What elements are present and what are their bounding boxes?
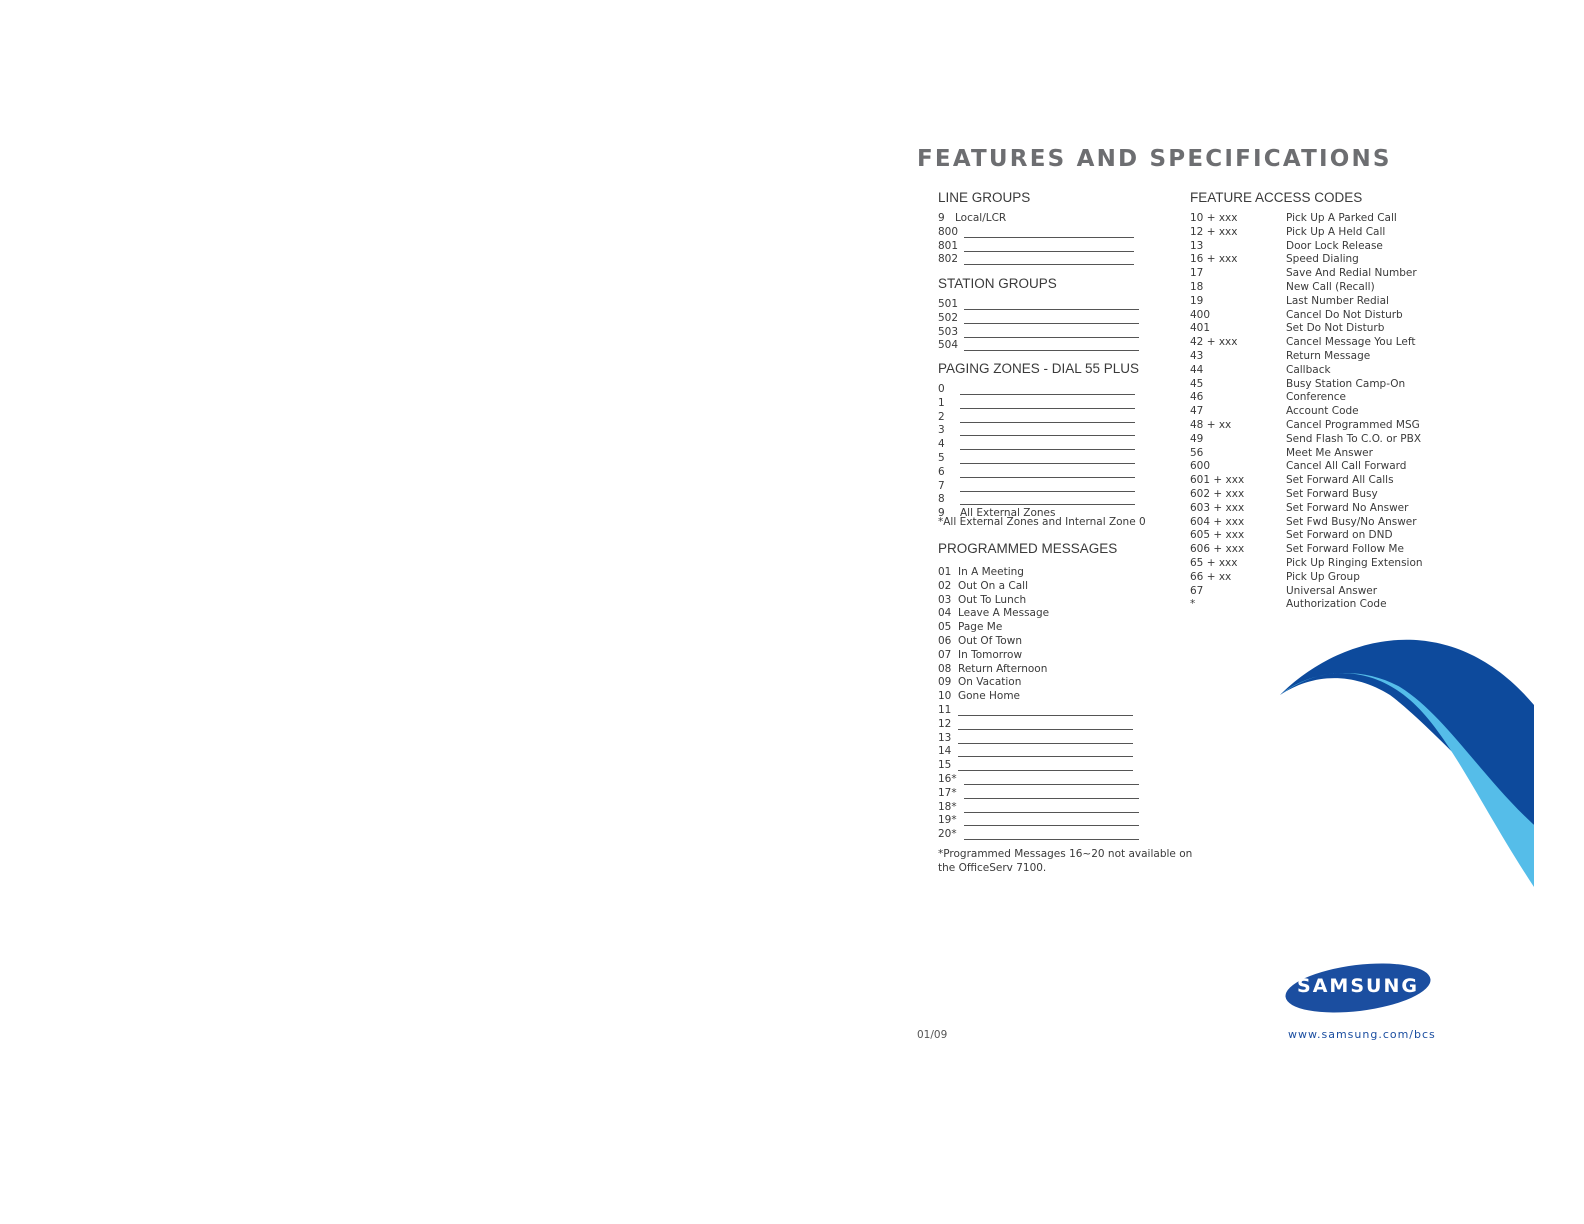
programmed-message-number: 09: [938, 676, 952, 689]
programmed-message-row: [938, 606, 1158, 620]
feature-code-row: [1190, 280, 1430, 294]
station-group-number: 503: [938, 325, 959, 338]
programmed-message-text: Leave A Message: [958, 607, 1050, 620]
programmed-message-number: 04: [938, 607, 952, 620]
programmed-message-number: 19*: [938, 814, 957, 827]
feature-description: Account Code: [1286, 405, 1359, 418]
feature-code: 400: [1190, 308, 1211, 321]
paging-zone-number: 0: [938, 383, 945, 395]
feature-code-row: [1190, 211, 1430, 225]
feature-description: Busy Station Camp-On: [1286, 377, 1406, 390]
feature-code: 67: [1190, 584, 1204, 597]
programmed-message-number: 12: [938, 717, 952, 730]
feature-code: 603 + xxx: [1190, 501, 1245, 514]
feature-code: 45: [1190, 377, 1204, 390]
feature-description: Save And Redial Number: [1286, 267, 1417, 280]
line-group-row: [938, 239, 1158, 253]
feature-code-row: [1190, 252, 1430, 266]
feature-description: Door Lock Release: [1286, 239, 1383, 252]
feature-code-row: [1190, 584, 1430, 598]
programmed-message-row: [938, 662, 1158, 676]
feature-code: 12 + xxx: [1190, 225, 1238, 238]
programmed-message-number: 13: [938, 731, 952, 744]
programmed-message-text: Out To Lunch: [958, 593, 1027, 606]
line-group-number: 802: [938, 253, 959, 266]
programmed-message-number: 05: [938, 621, 952, 634]
feature-description: Cancel All Call Forward: [1286, 460, 1407, 473]
feature-code: 606 + xxx: [1190, 543, 1245, 556]
programmed-message-row: [938, 675, 1158, 689]
feature-description: Set Forward Follow Me: [1286, 543, 1404, 556]
programmed-message-row: [938, 772, 1158, 786]
feature-code: 44: [1190, 363, 1204, 376]
feature-code: 17: [1190, 267, 1204, 280]
feature-code-row: [1190, 473, 1430, 487]
feature-description: New Call (Recall): [1286, 281, 1375, 293]
paging-zone-number: 7: [938, 479, 945, 492]
feature-code-row: [1190, 294, 1430, 308]
station-group-row: [938, 311, 1158, 325]
paging-zone-row: [938, 396, 1158, 410]
station-group-row: [938, 338, 1158, 352]
feature-code: 66 + xx: [1190, 570, 1232, 583]
programmed-messages-heading: PROGRAMMED MESSAGES: [938, 541, 1118, 556]
feature-description: Callback: [1286, 363, 1331, 376]
feature-description: Pick Up Group: [1286, 570, 1360, 583]
feature-code-row: [1190, 418, 1430, 432]
programmed-message-row: [938, 579, 1158, 593]
station-group-number: 501: [938, 298, 959, 310]
station-group-number: 504: [938, 339, 959, 352]
feature-description: Cancel Do Not Disturb: [1286, 308, 1403, 321]
programmed-message-number: 18*: [938, 800, 957, 813]
feature-code: 601 + xxx: [1190, 474, 1245, 487]
feature-code: *: [1190, 598, 1196, 611]
paging-zone-row: [938, 423, 1158, 437]
programmed-messages-note-1: *Programmed Messages 16~20 not available on: [938, 848, 1193, 860]
feature-code-row: [1190, 501, 1430, 515]
paging-zone-number: 5: [938, 452, 945, 464]
programmed-message-text: Return Afternoon: [958, 662, 1048, 675]
station-group-row: [938, 297, 1158, 311]
feature-code-row: [1190, 515, 1430, 529]
programmed-message-row: [938, 758, 1158, 772]
feature-code-row: [1190, 363, 1430, 377]
programmed-message-text: In A Meeting: [958, 566, 1024, 578]
line-group-row: [938, 252, 1158, 266]
programmed-message-row: [938, 731, 1158, 745]
programmed-message-number: 15: [938, 759, 952, 772]
paging-zone-row: [938, 437, 1158, 451]
feature-description: Set Do Not Disturb: [1286, 322, 1385, 335]
programmed-message-number: 14: [938, 745, 952, 758]
paging-zone-number: 3: [938, 424, 945, 437]
paging-zone-number: 4: [938, 438, 945, 451]
feature-code-row: [1190, 459, 1430, 473]
feature-code-row: [1190, 266, 1430, 280]
feature-description: Cancel Programmed MSG: [1286, 419, 1420, 431]
feature-code: 42 + xxx: [1190, 336, 1238, 349]
paging-zone-row: [938, 492, 1158, 506]
programmed-message-row: [938, 620, 1158, 634]
feature-description: Meet Me Answer: [1286, 446, 1373, 459]
feature-code: 10 + xxx: [1190, 212, 1238, 224]
programmed-message-number: 10: [938, 690, 952, 703]
paging-zones-heading: PAGING ZONES - DIAL 55 PLUS: [938, 361, 1140, 376]
feature-description: Set Forward Busy: [1286, 488, 1378, 500]
programmed-message-text: Out Of Town: [958, 635, 1022, 647]
programmed-message-number: 20*: [938, 828, 957, 841]
feature-description: Universal Answer: [1286, 584, 1378, 597]
footer-date: 01/09: [917, 1029, 948, 1041]
station-groups-heading: STATION GROUPS: [938, 276, 1057, 291]
programmed-message-row: [938, 703, 1158, 717]
programmed-message-row: [938, 813, 1158, 827]
programmed-message-number: 16*: [938, 773, 957, 785]
feature-code-row: [1190, 377, 1430, 391]
feature-description: Last Number Redial: [1286, 294, 1389, 307]
line-group-number: 800: [938, 225, 959, 238]
paging-zone-text: All External Zones: [960, 507, 1056, 520]
feature-code: 13: [1190, 239, 1204, 252]
feature-code-row: [1190, 432, 1430, 446]
station-group-number: 502: [938, 311, 959, 324]
feature-description: Pick Up A Parked Call: [1286, 212, 1397, 224]
feature-description: Conference: [1286, 391, 1347, 404]
paging-zone-number: 6: [938, 465, 945, 478]
paging-zone-number: 8: [938, 493, 945, 506]
feature-code: 48 + xx: [1190, 419, 1232, 431]
paging-zone-row: [938, 382, 1158, 396]
feature-code-row: [1190, 597, 1430, 611]
line-group-text: Local/LCR: [955, 212, 1007, 224]
line-groups-heading: LINE GROUPS: [938, 190, 1031, 205]
programmed-message-row: [938, 717, 1158, 731]
feature-code: 19: [1190, 294, 1204, 307]
programmed-message-text: Out On a Call: [958, 579, 1029, 592]
feature-code-row: [1190, 446, 1430, 460]
paging-zone-number: 9: [938, 507, 945, 520]
programmed-message-row: [938, 786, 1158, 800]
programmed-message-text: Gone Home: [958, 690, 1021, 703]
feature-code-row: [1190, 570, 1430, 584]
feature-code: 43: [1190, 350, 1204, 362]
feature-description: Send Flash To C.O. or PBX: [1286, 432, 1422, 445]
feature-code-row: [1190, 225, 1430, 239]
feature-description: Speed Dialing: [1286, 253, 1359, 266]
programmed-message-number: 17*: [938, 786, 957, 799]
programmed-messages-note-2: the OfficeServ 7100.: [938, 862, 1047, 874]
programmed-message-row: [938, 689, 1158, 703]
feature-code: 604 + xxx: [1190, 515, 1245, 528]
programmed-message-number: 03: [938, 593, 952, 606]
line-group-number: 801: [938, 239, 959, 252]
feature-code: 602 + xxx: [1190, 488, 1245, 500]
programmed-message-row: [938, 648, 1158, 662]
feature-code: 47: [1190, 405, 1204, 418]
paging-zone-row: [938, 465, 1158, 479]
line-group-row: [938, 211, 1158, 225]
programmed-message-text: In Tomorrow: [958, 648, 1023, 661]
feature-code-row: [1190, 349, 1430, 363]
feature-code: 16 + xxx: [1190, 253, 1238, 266]
feature-description: Authorization Code: [1286, 598, 1387, 611]
feature-description: Set Forward on DND: [1286, 529, 1393, 542]
feature-description: Set Fwd Busy/No Answer: [1286, 515, 1417, 528]
line-group-number: 9: [938, 212, 945, 224]
programmed-message-row: [938, 827, 1158, 841]
feature-code-row: [1190, 528, 1430, 542]
paging-zone-number: 1: [938, 396, 945, 409]
programmed-message-number: 02: [938, 579, 952, 592]
line-group-blank-line: [964, 264, 1134, 265]
feature-code-row: [1190, 308, 1430, 322]
feature-code: 600: [1190, 460, 1211, 473]
samsung-logo-text: SAMSUNG: [1297, 975, 1419, 997]
programmed-message-row: [938, 634, 1158, 648]
page-title: FEATURES AND SPECIFICATIONS: [917, 146, 1392, 172]
feature-code: 46: [1190, 391, 1204, 404]
station-group-row: [938, 325, 1158, 339]
programmed-message-text: Page Me: [958, 621, 1003, 634]
feature-code: 18: [1190, 281, 1204, 293]
feature-code-row: [1190, 487, 1430, 501]
feature-code: 65 + xxx: [1190, 557, 1238, 569]
programmed-message-blank-line: [964, 839, 1139, 840]
feature-code: 605 + xxx: [1190, 529, 1245, 542]
line-group-row: [938, 225, 1158, 239]
programmed-message-row: [938, 593, 1158, 607]
programmed-message-number: 07: [938, 648, 952, 661]
paging-zones-note: *All External Zones and Internal Zone 0: [938, 516, 1146, 528]
feature-code-row: [1190, 321, 1430, 335]
programmed-message-row: [938, 744, 1158, 758]
feature-access-codes-heading: FEATURE ACCESS CODES: [1190, 190, 1363, 205]
feature-code-row: [1190, 335, 1430, 349]
feature-description: Return Message: [1286, 350, 1371, 362]
programmed-message-text: On Vacation: [958, 676, 1022, 689]
feature-description: Set Forward No Answer: [1286, 501, 1409, 514]
feature-code-row: [1190, 542, 1430, 556]
feature-code: 49: [1190, 432, 1204, 445]
paging-zone-number: 2: [938, 410, 945, 423]
feature-description: Set Forward All Calls: [1286, 474, 1394, 487]
paging-zone-row: [938, 451, 1158, 465]
feature-code-row: [1190, 404, 1430, 418]
feature-code-row: [1190, 239, 1430, 253]
feature-description: Cancel Message You Left: [1286, 336, 1416, 349]
feature-description: Pick Up Ringing Extension: [1286, 557, 1423, 569]
station-group-blank-line: [964, 350, 1139, 351]
feature-code: 56: [1190, 446, 1204, 459]
programmed-message-number: 01: [938, 566, 952, 578]
paging-zone-row: [938, 479, 1158, 493]
programmed-message-row: [938, 565, 1158, 579]
footer-url[interactable]: www.samsung.com/bcs: [1288, 1028, 1436, 1041]
feature-code: 401: [1190, 322, 1211, 335]
wave-graphic: [1280, 625, 1534, 887]
programmed-message-number: 11: [938, 704, 952, 716]
feature-code-row: [1190, 556, 1430, 570]
programmed-message-row: [938, 800, 1158, 814]
paging-zone-row: [938, 410, 1158, 424]
feature-code-row: [1190, 390, 1430, 404]
programmed-message-number: 08: [938, 662, 952, 675]
feature-description: Pick Up A Held Call: [1286, 225, 1386, 238]
programmed-message-number: 06: [938, 635, 952, 647]
